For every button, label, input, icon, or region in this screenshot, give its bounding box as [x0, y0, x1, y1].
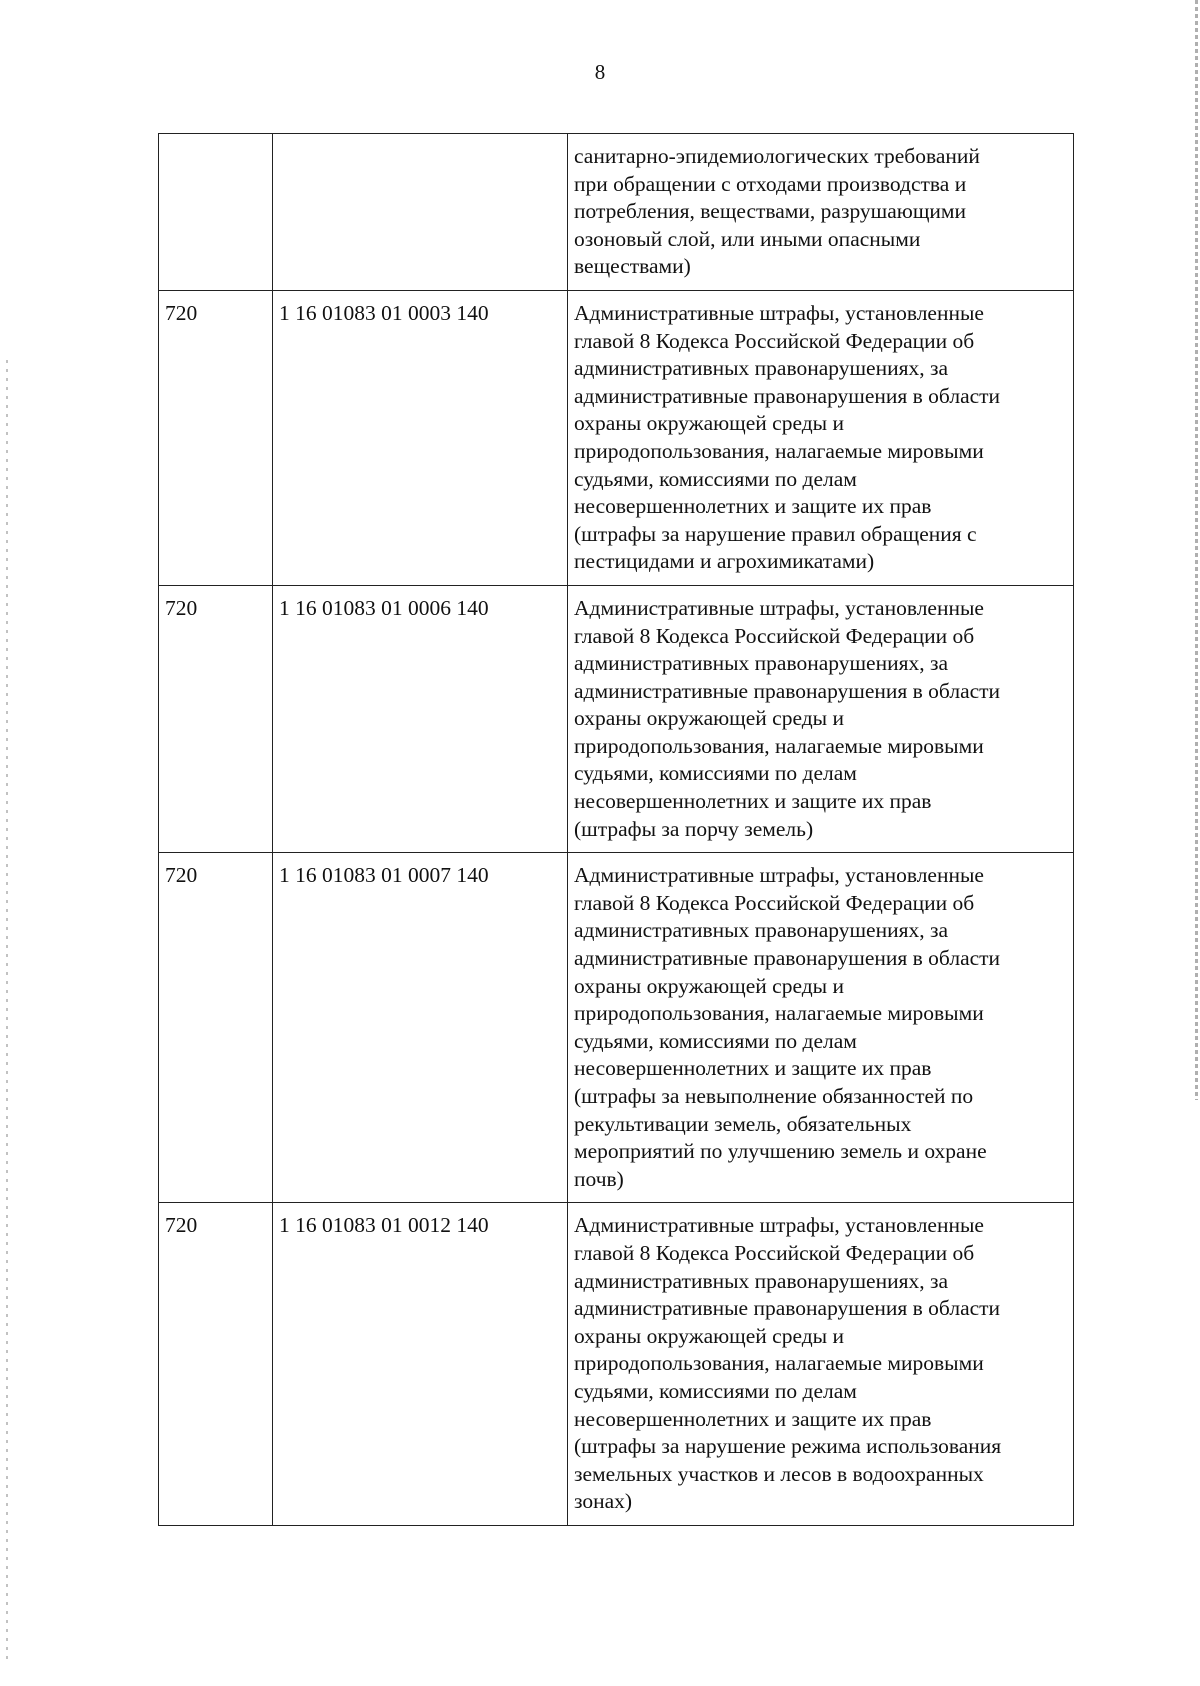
kbk-code-cell: 1 16 01083 01 0007 140 — [273, 853, 568, 1203]
description-line: административные правонарушения в области — [574, 383, 1001, 408]
description-line: главой 8 Кодекса Российской Федерации об — [574, 1240, 975, 1265]
table-row — [159, 585, 1074, 852]
description-line: Административные штрафы, установленные — [574, 300, 984, 325]
description-line: судьями, комиссиями по делам — [574, 1028, 857, 1053]
description-line: несовершеннолетних и защите их прав — [574, 789, 932, 814]
description-line: несовершеннолетних и защите их прав — [574, 494, 932, 519]
description-line: административные правонарушения в области — [574, 946, 1001, 971]
description-line: при обращении с отходами производства и — [574, 171, 967, 196]
description-line: зонах) — [574, 1489, 633, 1514]
description-line: озоновый слой, или иными опасными — [574, 226, 921, 251]
description-line: почв) — [574, 1166, 624, 1191]
description-line: (штрафы за невыполнение обязанностей по — [574, 1084, 974, 1108]
scan-edge-right — [1195, 0, 1198, 1100]
kbk-code-cell: 1 16 01083 01 0012 140 — [273, 1203, 568, 1526]
description-line: судьями, комиссиями по делам — [574, 761, 857, 786]
description-line: (штрафы за нарушение правил обращения с — [574, 521, 977, 546]
scan-edge-left — [6, 360, 8, 1660]
description-line: несовершеннолетних и защите их прав — [574, 1056, 932, 1081]
description-line: охраны окружающей среды и — [574, 973, 844, 998]
description-line: административных правонарушениях, за — [574, 1268, 949, 1293]
description-line: административные правонарушения в области — [574, 678, 1001, 703]
kbk-code-cell: 1 16 01083 01 0006 140 — [273, 585, 568, 852]
description-cell — [568, 1203, 1074, 1526]
admin-code-cell: 720 — [159, 585, 273, 852]
description-line: Административные штрафы, установленные — [574, 863, 984, 888]
description-line: несовершеннолетних и защите их прав — [574, 1406, 932, 1431]
description-line: главой 8 Кодекса Российской Федерации об — [574, 623, 975, 648]
description-line: природопользования, налагаемые мировыми — [574, 733, 984, 758]
description-line: пестицидами и агрохимикатами) — [574, 549, 875, 574]
description-line: охраны окружающей среды и — [574, 706, 844, 731]
description-line: веществами) — [574, 254, 691, 279]
admin-code-cell — [159, 134, 273, 291]
description-line: охраны окружающей среды и — [574, 1323, 844, 1348]
description-cell — [568, 290, 1074, 585]
description-line: природопользования, налагаемые мировыми — [574, 1001, 984, 1026]
description-line: судьями, комиссиями по делам — [574, 466, 857, 491]
description-line: природопользования, налагаемые мировыми — [574, 1351, 984, 1376]
description-line: административные правонарушения в области — [574, 1296, 1001, 1321]
description-line: Административные штрафы, установленные — [574, 595, 984, 620]
description-line: потребления, веществами, разрушающими — [574, 199, 966, 224]
description-cell — [568, 585, 1074, 852]
description-line: (штрафы за нарушение режима использования — [574, 1434, 1002, 1459]
table-row — [159, 1203, 1074, 1526]
description-cell — [568, 853, 1074, 1203]
description-line: главой 8 Кодекса Российской Федерации об — [574, 328, 975, 353]
description-line: главой 8 Кодекса Российской Федерации об — [574, 890, 975, 915]
admin-code-cell: 720 — [159, 1203, 273, 1526]
admin-code-cell: 720 — [159, 290, 273, 585]
description-line: охраны окружающей среды и — [574, 411, 844, 436]
kbk-code-cell: 1 16 01083 01 0003 140 — [273, 290, 568, 585]
description-line: (штрафы за порчу земель) — [574, 816, 814, 841]
kbk-code-cell — [273, 134, 568, 291]
admin-code-cell: 720 — [159, 853, 273, 1203]
description-line: санитарно-эпидемиологических требований — [574, 144, 980, 168]
description-line: административных правонарушениях, за — [574, 356, 949, 381]
page-number: 8 — [594, 60, 606, 84]
description-line: административных правонарушениях, за — [574, 651, 949, 676]
fees-table-body — [159, 134, 1074, 1526]
description-cell — [568, 134, 1074, 291]
description-line: мероприятий по улучшению земель и охране — [574, 1139, 987, 1164]
description-line: земельных участков и лесов в водоохранных — [574, 1461, 984, 1486]
table-row — [159, 134, 1074, 291]
description-line: судьями, комиссиями по делам — [574, 1378, 857, 1403]
table-row — [159, 290, 1074, 585]
description-line: рекультивации земель, обязательных — [574, 1111, 912, 1136]
table-row — [159, 853, 1074, 1203]
description-line: административных правонарушениях, за — [574, 918, 949, 943]
fees-table — [158, 133, 1074, 1526]
description-line: Административные штрафы, установленные — [574, 1213, 984, 1238]
description-line: природопользования, налагаемые мировыми — [574, 438, 984, 463]
